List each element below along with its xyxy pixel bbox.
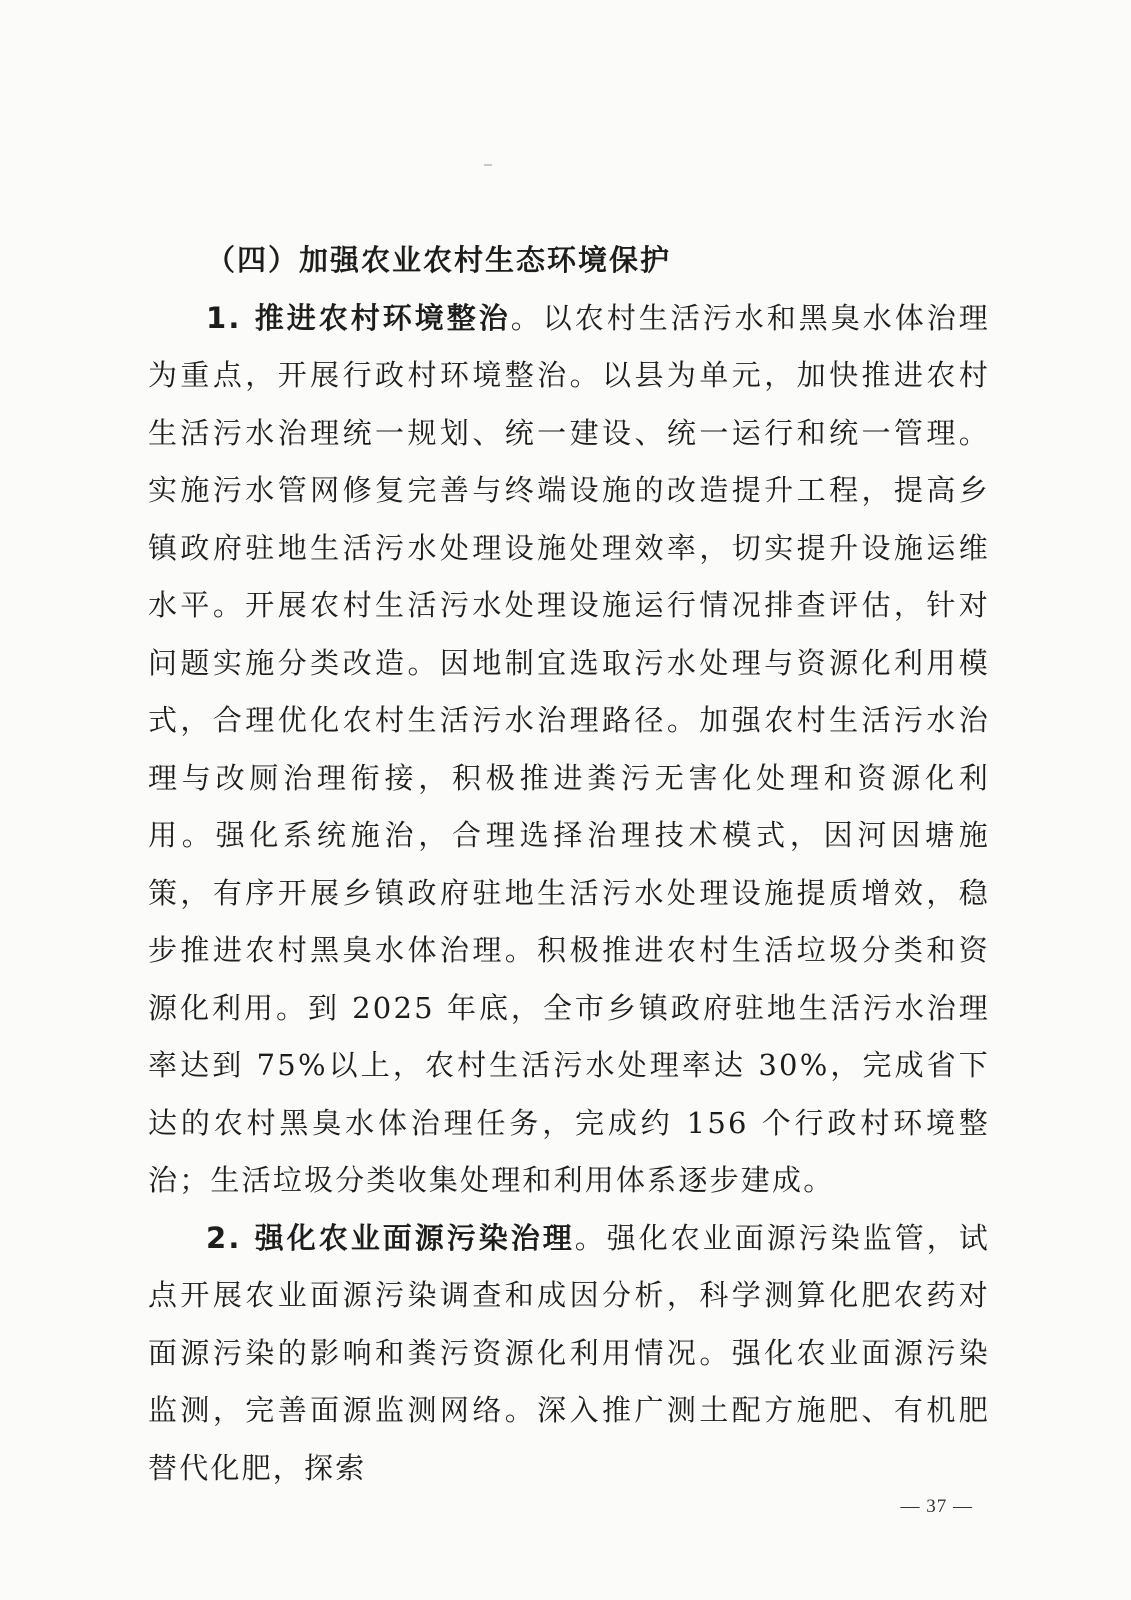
paragraph-text: 。强化农业面源污染监管，试点开展农业面源污染调查和成因分析，科学测算化肥农药对面源污染的影响和粪污资源化利用情况。强化农业面源污染监测，完善面源监测网络。深入推广测土配方施肥、有机肥替代化肥，探索	[148, 1220, 990, 1485]
document-body	[148, 232, 990, 1497]
section-heading: （四）加强农业农村生态环境保护	[206, 243, 672, 277]
paragraph-text: 。以农村生活污水和黑臭水体治理为重点，开展行政村环境整治。以县为单元，加快推进农村生活污水治理统一规划、统一建设、统一运行和统一管理。实施污水管网修复完善与终端设施的改造提升工程，提高乡镇政府驻地生活污水处理设施处理效率，切实提升设施运维水平。开展农村生活污水处理设施运行情况排查评估，针对问题实施分类改造。因地制宜选取污水处理与资源化利用模式，合理优化农村生活污水治理路径。加强农村生活污水治理与改厕治理衔接，积极推进粪污无害化处理和资源化利用。强化系统施治，合理选择治理技术模式，因河因塘施策，有序开展乡镇政府驻地生活污水处理设施提质增效，稳步推进农村黑臭水体治理。积极推进农村生活垃圾分类和资源化利用。到 2025 年底，全市乡镇政府驻地生活污水治理率达到 75%以上，农村生活污水处理率达 30%，完成省下达的农村黑臭水体治理任务，完成约 156 个行政村环境整治；生活垃圾分类收集处理和利用体系逐步建成。	[148, 300, 990, 1197]
paragraph-agricultural-pollution	[148, 1210, 990, 1498]
page-number: — 37 —	[900, 1496, 973, 1517]
paragraph-lead-title: 2. 强化农业面源污染治理	[206, 1220, 575, 1255]
paragraph-lead-title: 1. 推进农村环境整治	[206, 300, 511, 335]
scan-mark	[484, 164, 492, 166]
paragraph-rural-environment	[148, 290, 990, 1210]
